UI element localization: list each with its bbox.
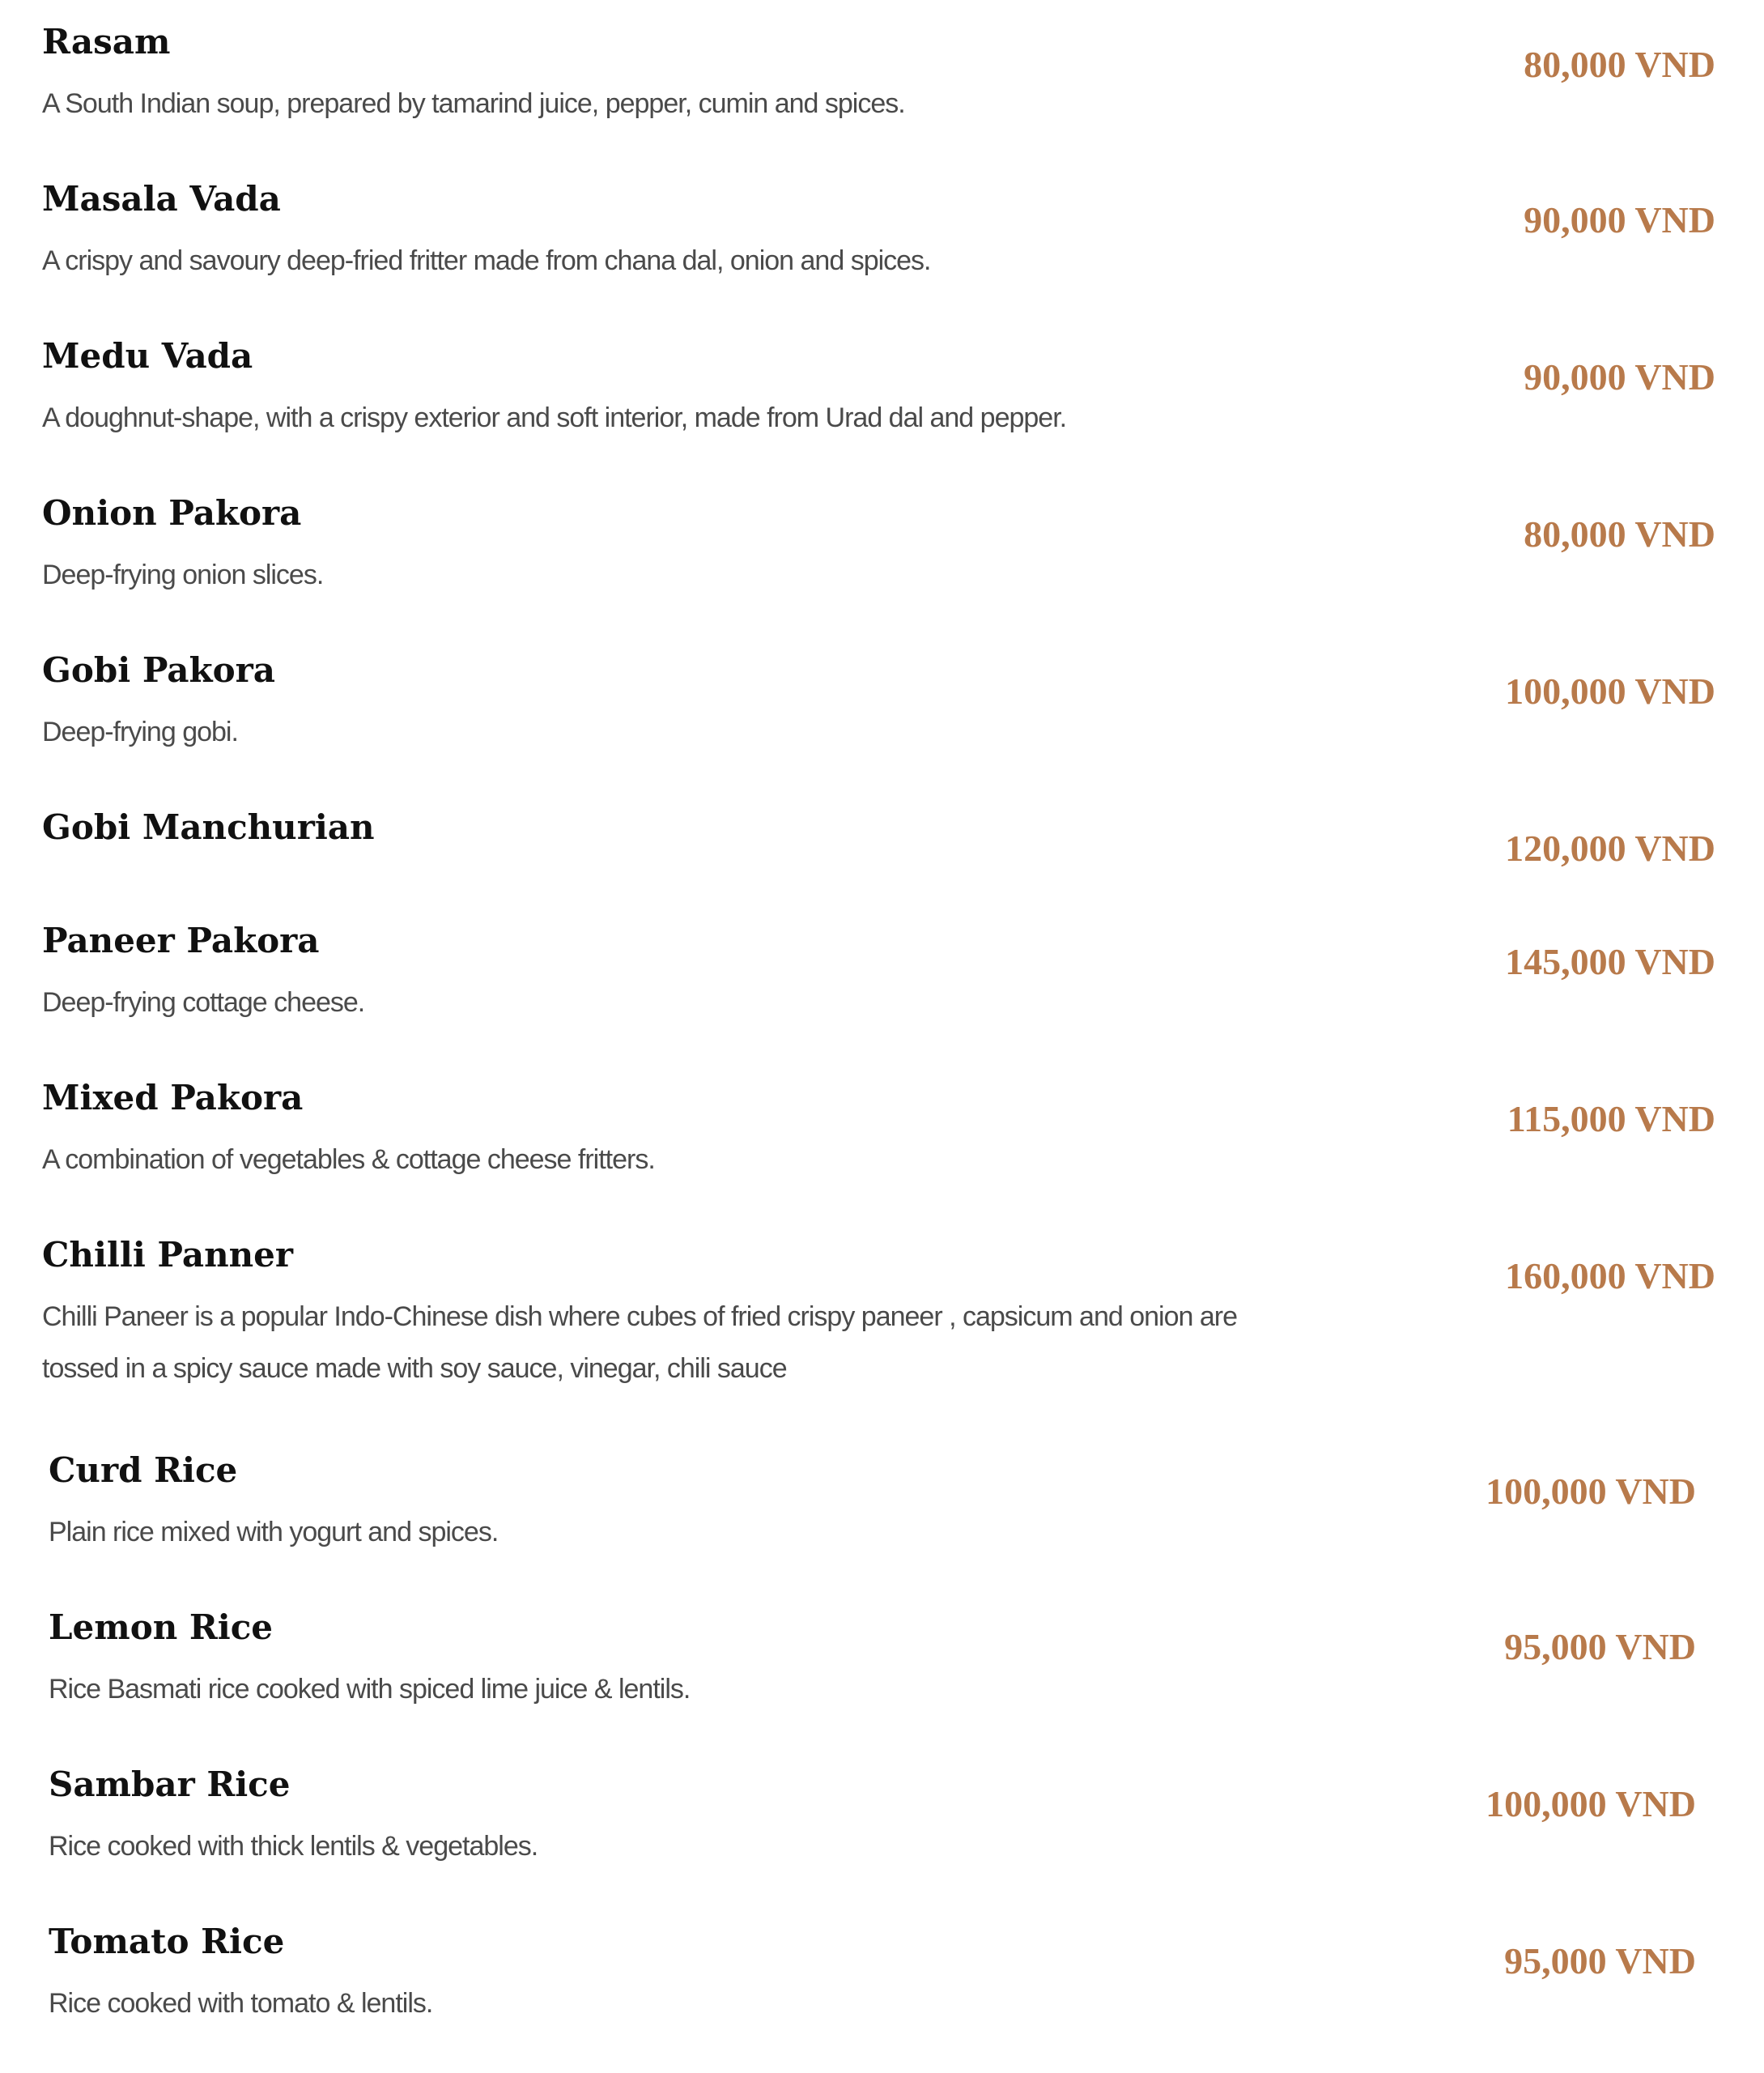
item-name: Onion Pakora xyxy=(42,493,302,533)
item-name: Sambar Rice xyxy=(49,1764,291,1804)
item-description: Deep-frying onion slices. xyxy=(42,560,324,590)
item-price: 145,000 VND xyxy=(1505,941,1715,982)
item-name: Gobi Pakora xyxy=(42,650,275,690)
item-price: 95,000 VND xyxy=(1504,1940,1696,1981)
item-price: 115,000 VND xyxy=(1507,1098,1715,1139)
item-description: A crispy and savoury deep-fried fritter made from chana dal, onion and spices. xyxy=(42,245,931,276)
item-description: Deep-frying cottage cheese. xyxy=(42,987,365,1018)
item-price: 80,000 VND xyxy=(1524,44,1715,85)
item-price: 120,000 VND xyxy=(1505,828,1715,869)
item-name: Curd Rice xyxy=(49,1450,238,1490)
item-name: Paneer Pakora xyxy=(42,921,320,960)
item-price: 100,000 VND xyxy=(1486,1783,1696,1824)
item-description: Plain rice mixed with yogurt and spices. xyxy=(49,1517,499,1547)
item-name: Rasam xyxy=(42,22,171,62)
item-name: Lemon Rice xyxy=(49,1607,274,1647)
item-description: Deep-frying gobi. xyxy=(42,717,238,747)
item-price: 160,000 VND xyxy=(1505,1255,1715,1296)
item-description: A South Indian soup, prepared by tamarind juice, pepper, cumin and spices. xyxy=(42,88,905,119)
item-price: 100,000 VND xyxy=(1486,1471,1696,1512)
item-price: 95,000 VND xyxy=(1504,1626,1696,1667)
item-name: Gobi Manchurian xyxy=(42,807,375,847)
item-price: 80,000 VND xyxy=(1524,513,1715,555)
item-description: Rice cooked with thick lentils & vegetables. xyxy=(49,1831,538,1862)
item-description: A doughnut-shape, with a crispy exterior and soft interior, made from Urad dal and pepper. xyxy=(42,402,1067,433)
item-name: Masala Vada xyxy=(42,179,281,219)
item-name: Tomato Rice xyxy=(49,1922,285,1961)
item-price: 90,000 VND xyxy=(1524,199,1715,241)
item-price: 100,000 VND xyxy=(1505,670,1715,712)
item-description: Rice Basmati rice cooked with spiced lime juice & lentils. xyxy=(49,1674,691,1705)
item-name: Mixed Pakora xyxy=(42,1078,304,1117)
item-name: Medu Vada xyxy=(42,336,253,376)
item-description: Rice cooked with tomato & lentils. xyxy=(49,1988,433,2019)
item-description: Chilli Paneer is a popular Indo-Chinese dish where cubes of fried crispy paneer , capsicum and onion are tossed in a spicy sauce made with soy sauce, vinegar, chili sauce xyxy=(42,1301,1237,1384)
item-name: Chilli Panner xyxy=(42,1235,293,1275)
item-price: 90,000 VND xyxy=(1524,356,1715,398)
item-description: A combination of vegetables & cottage cheese fritters. xyxy=(42,1144,655,1175)
